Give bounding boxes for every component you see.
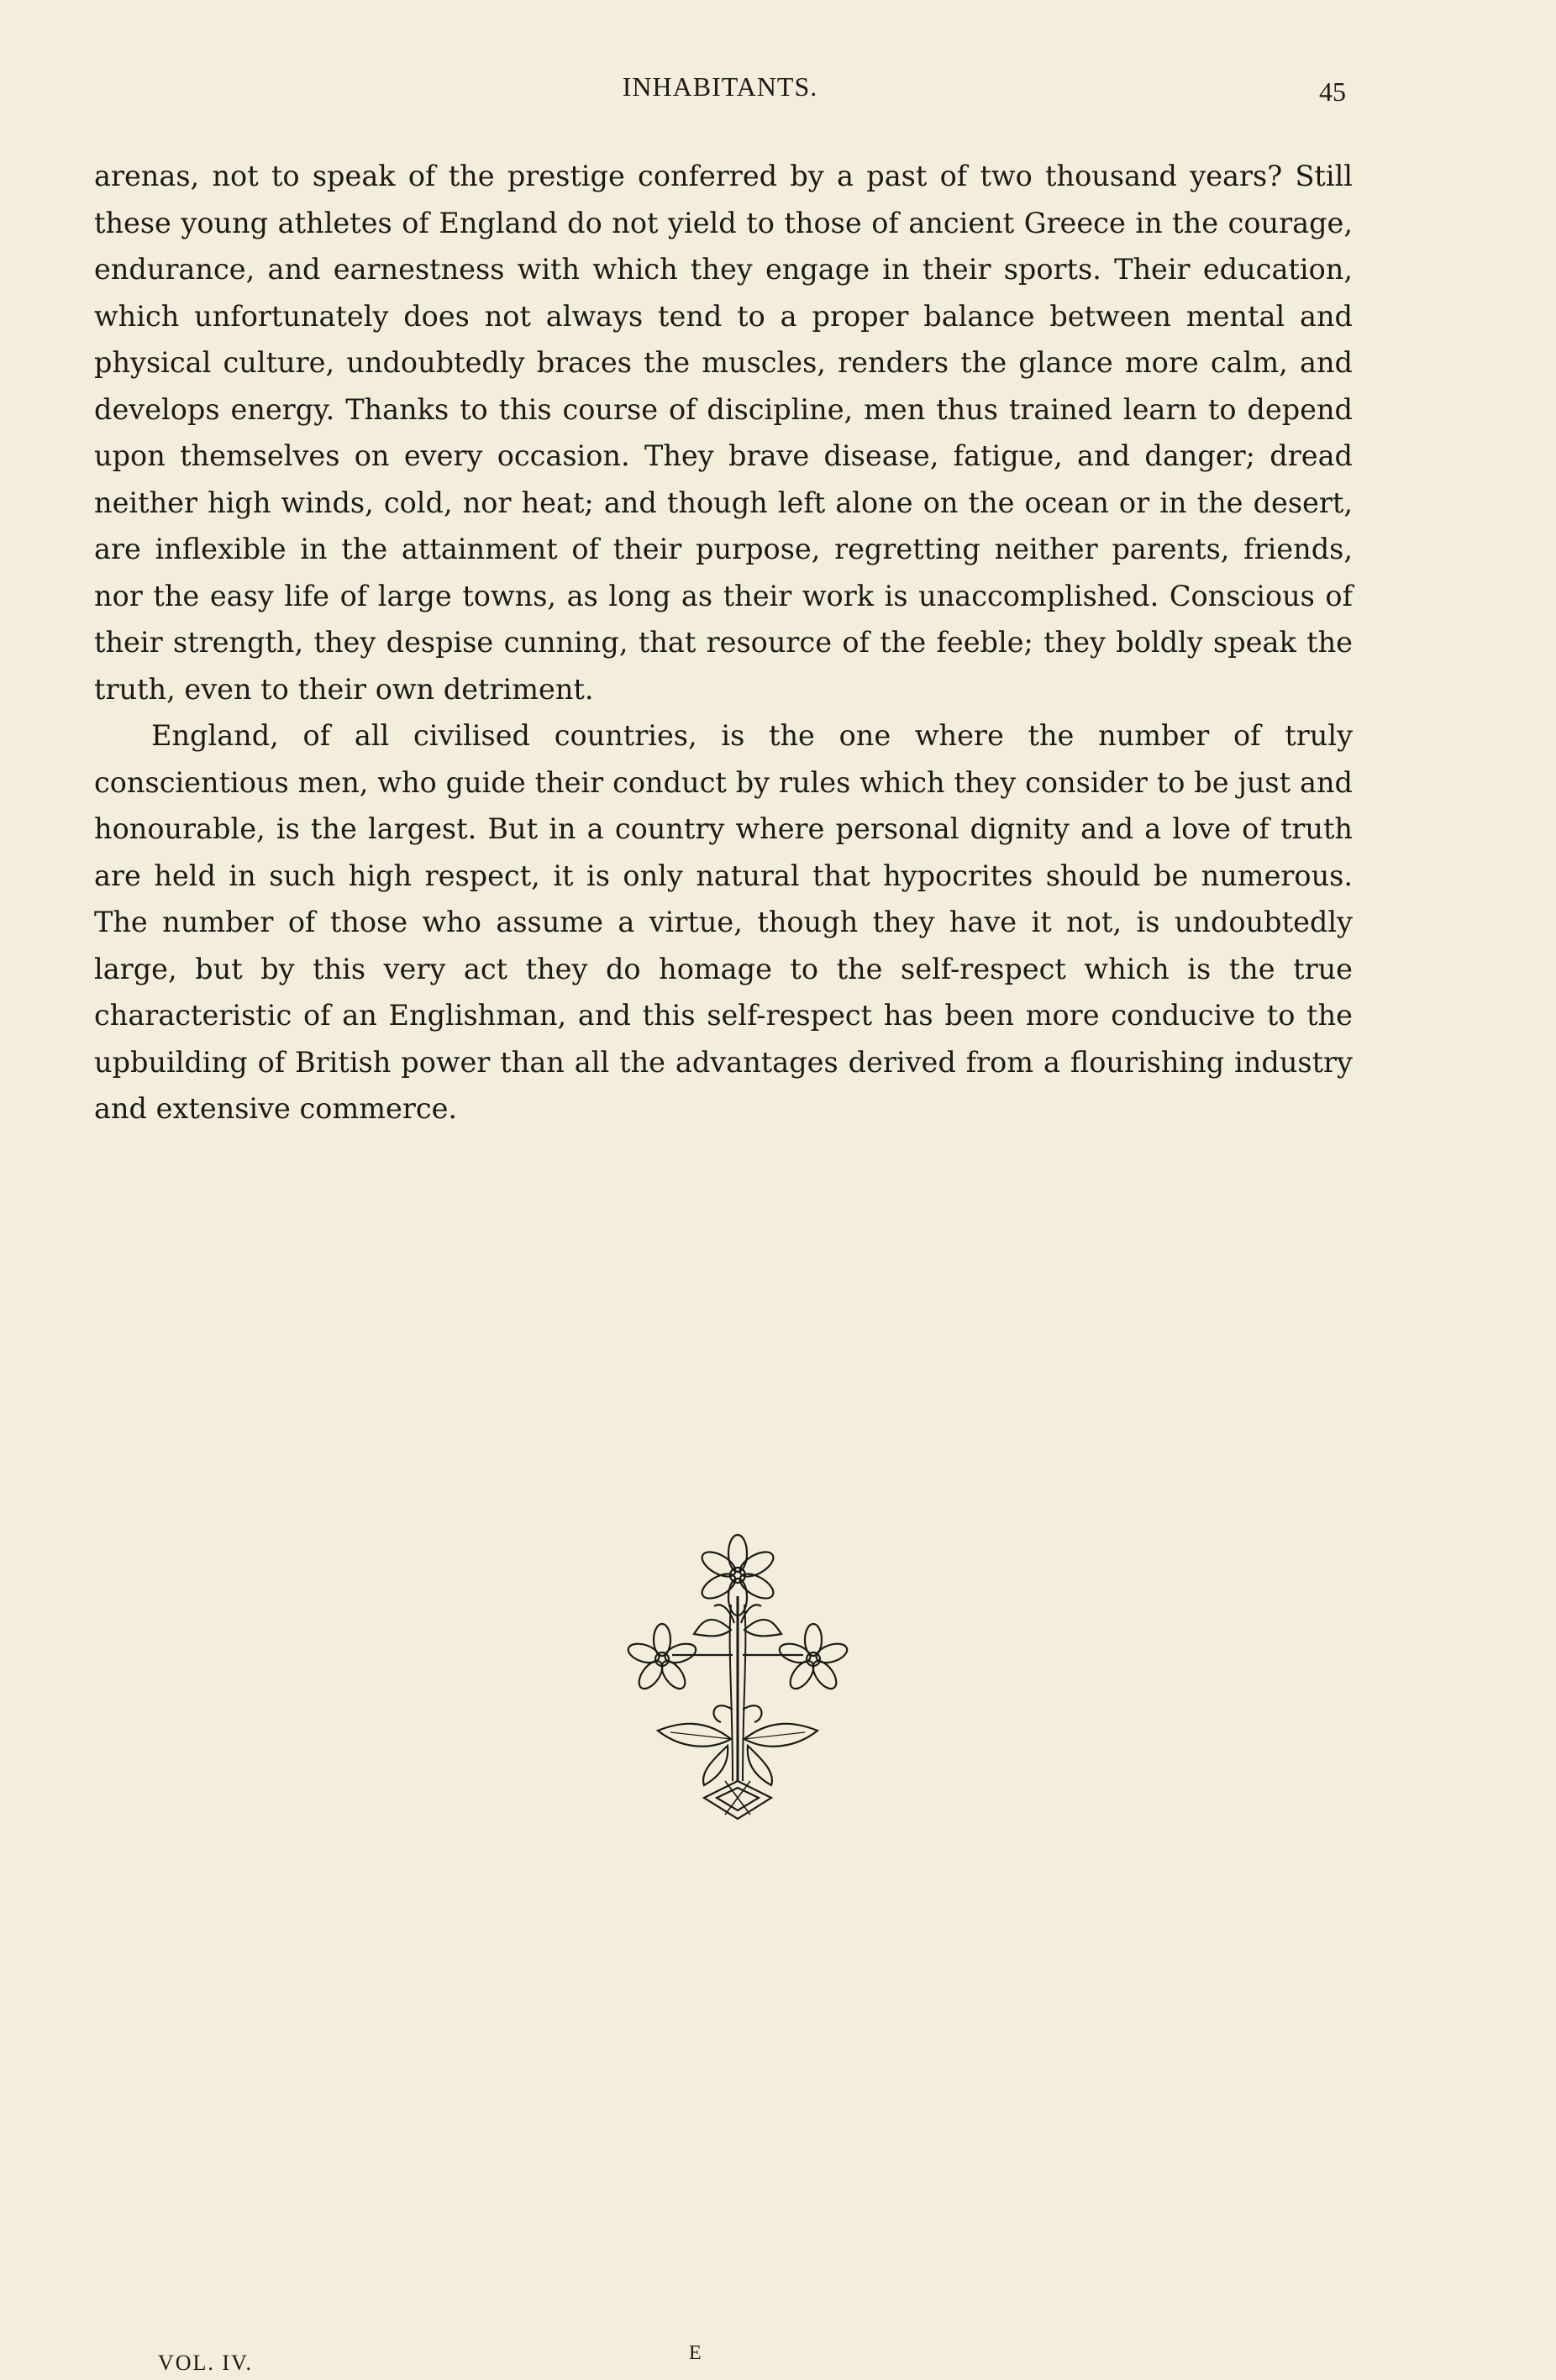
- paragraph-1: arenas, not to speak of the prestige conferred by a past of two thousand years? Still these young athletes of England do not yield to those of ancient Greece in the courage, endurance, and earnestness with which they engage in their sports. Their education, which unfortunately does not always tend to a proper balance between mental and physical culture, undoubtedly braces the muscles, renders the glance more calm, and develops energy. Thanks to this course of discipline, men thus trained learn to depend upon themselves on every occasion. They brave disease, fatigue, and danger; dread neither high winds, cold, nor heat; and though left alone on the ocean or in the desert, are inflexible in the attainment of their purpose, regretting neither parents, friends, nor the easy life of large towns, as long as their work is unaccomplished. Conscious of their strength, they despise cunning, that resource of the feeble; they boldly speak the truth, even to their own detriment.: [94, 160, 1353, 706]
- paragraph-2: England, of all civilised countries, is the one where the number of truly conscientious men, who guide their conduct by rules which they consider to be just and honourable, is the largest. But in a country where personal dignity and a love of truth are held in such high respect, it is only natural that hypocrites should be numerous. The number of those who assume a virtue, though they have it not, is undoubtedly large, but by this very act they do homage to the self-respect which is the true characteristic of an Englishman, and this self-respect has been more conducive to the upbuilding of British power than all the advantages derived from a flourishing industry and extensive commerce.: [94, 719, 1353, 1125]
- floral-ornament: [620, 1529, 855, 1831]
- volume-signature: VOL. IV.: [158, 2351, 254, 2375]
- page-number: 45: [1319, 76, 1346, 107]
- body-text: [94, 153, 1353, 1132]
- running-head: INHABITANTS.: [622, 71, 818, 102]
- gathering-signature: E: [689, 2342, 702, 2364]
- page-header: [94, 71, 1346, 122]
